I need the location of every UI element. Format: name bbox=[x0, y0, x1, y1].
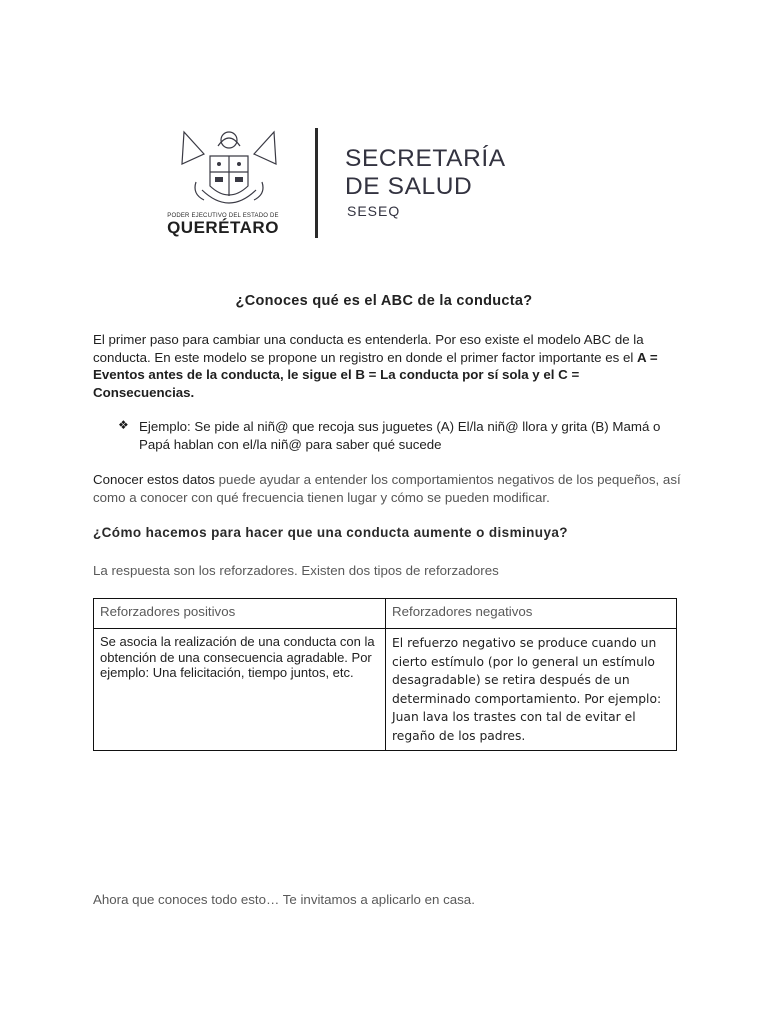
section-subtitle: ¿Cómo hacemos para hacer que una conducta aumente o disminuya? bbox=[93, 525, 568, 540]
document-title: ¿Conoces qué es el ABC de la conducta? bbox=[235, 293, 533, 309]
table-header-row bbox=[94, 599, 677, 629]
agency-acronym: SESEQ bbox=[347, 203, 401, 219]
closing-text: Ahora que conoces todo esto… Te invitamos a aplicarlo en casa. bbox=[93, 892, 475, 907]
table-header-positive: Reforzadores positivos bbox=[94, 599, 386, 629]
logo-divider bbox=[315, 128, 318, 238]
table-cell-positive: Se asocia la realización de una conducta con la obtención de una consecuencia agradable. Por ejemplo: Una felicitación, tiempo juntos, etc. bbox=[94, 629, 386, 751]
second-paragraph bbox=[93, 471, 683, 506]
secretaria-line1: SECRETARÍA bbox=[345, 145, 506, 172]
reinforcers-table bbox=[93, 598, 677, 751]
intro-bold-text: A = Eventos antes de la conducta, le sigue el B = La conducta por sí sola y el C = Consecuencias. bbox=[93, 349, 658, 400]
table-row bbox=[94, 629, 677, 751]
bullet-text: Ejemplo: Se pide al niñ@ que recoja sus juguetes (A) El/la niñ@ llora y grita (B) Mamá o Papá hablan con el/la niñ@ para saber qué sucede bbox=[139, 419, 661, 452]
second-paragraph-rest: puede ayudar a entender los comportamientos negativos de los pequeños, así como a conocer con qué frecuencia tienen lugar y cómo se pueden modificar. bbox=[93, 472, 681, 505]
table-header-negative: Reforzadores negativos bbox=[386, 599, 677, 629]
table-cell-negative: El refuerzo negativo se produce cuando un cierto estímulo (por lo general un estímulo desagradable) se retira después de un determinado comportamiento. Por ejemplo: Juan lava los trastes con tal de evitar el regaño de los padres. bbox=[386, 629, 677, 751]
answer-text: La respuesta son los reforzadores. Existen dos tipos de reforzadores bbox=[93, 563, 499, 578]
intro-text: El primer paso para cambiar una conducta es entenderla. Por eso existe el modelo ABC de la conducta. En este modelo se propone un registro en donde el primer factor importante es el bbox=[93, 332, 644, 365]
queretaro-coat-of-arms-logo bbox=[174, 124, 284, 216]
second-paragraph-lead: Conocer estos datos bbox=[93, 472, 215, 487]
intro-paragraph bbox=[93, 331, 683, 401]
diamond-bullet-icon: ❖ bbox=[118, 418, 129, 432]
state-name: QUERÉTARO bbox=[167, 218, 279, 237]
state-caption: PODER EJECUTIVO DEL ESTADO DE bbox=[167, 213, 279, 219]
secretaria-line2: DE SALUD bbox=[345, 173, 473, 200]
